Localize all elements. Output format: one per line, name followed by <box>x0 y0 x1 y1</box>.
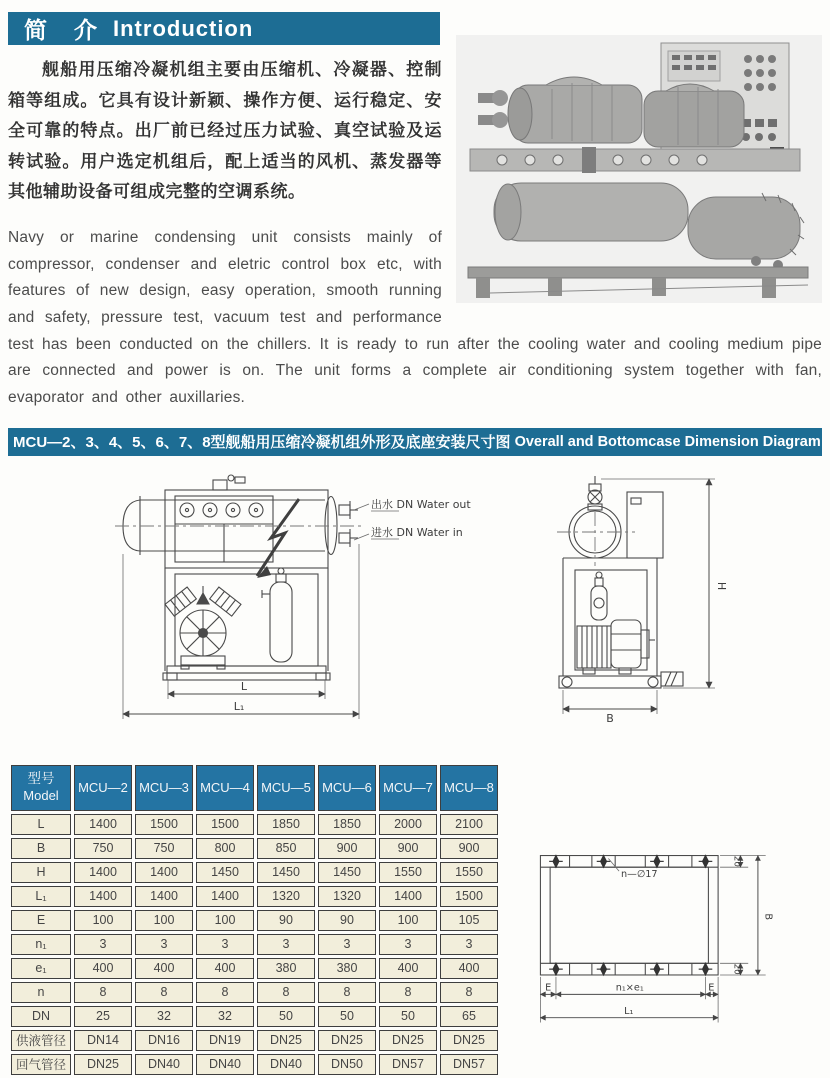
table-row-label: B <box>11 838 71 859</box>
table-cell: DN16 <box>135 1030 193 1051</box>
table-cell: 1550 <box>379 862 437 883</box>
table-cell: 8 <box>74 982 132 1003</box>
water-out-label: 出水 DN Water out <box>371 497 471 511</box>
table-row <box>11 958 498 979</box>
table-cell: DN50 <box>318 1054 376 1075</box>
table-cell: 3 <box>257 934 315 955</box>
table-cell: 8 <box>318 982 376 1003</box>
table-cell: 100 <box>379 910 437 931</box>
table-col-header: MCU—3 <box>135 765 193 811</box>
table-cell: 100 <box>135 910 193 931</box>
side-view-diagram <box>63 466 513 751</box>
table-col-header: MCU—6 <box>318 765 376 811</box>
table-row-label: H <box>11 862 71 883</box>
dim-label-E-right: E <box>708 982 715 994</box>
table-cell: DN25 <box>440 1030 498 1051</box>
table-cell: 8 <box>196 982 254 1003</box>
table-cell: 400 <box>135 958 193 979</box>
dim-label-L1: L₁ <box>233 699 245 713</box>
table-cell: 8 <box>379 982 437 1003</box>
table-cell: 3 <box>74 934 132 955</box>
dimension-title-english: Overall and Bottomcase Dimension Diagram <box>514 433 821 450</box>
table-row-label: n <box>11 982 71 1003</box>
table-cell: 1450 <box>196 862 254 883</box>
product-photo <box>456 35 822 303</box>
intro-paragraph-english: Navy or marine condensing unit consists mainly of compressor, condenser and eletric control box etc, with features of new design, easy operation, smooth running and safety, pressure test, vacuum test and performance test has been conducted on the chillers. It is ready to run after the cooling water and cooling medium pipe are connected and power is on. The unit forms a complete air conditioning system together with fan, evaporator and other auxillaries. <box>8 228 822 406</box>
table-cell: 1400 <box>74 886 132 907</box>
table-cell: 3 <box>196 934 254 955</box>
dimension-diagrams <box>8 466 822 758</box>
table-cell: DN25 <box>74 1054 132 1075</box>
table-cell: 750 <box>135 838 193 859</box>
table-corner-model: 型号 Model <box>11 765 71 811</box>
table-cell: 1400 <box>74 862 132 883</box>
table-cell: 1550 <box>440 862 498 883</box>
dim-label-L1: L₁ <box>624 1005 634 1017</box>
table-cell: 1320 <box>318 886 376 907</box>
table-cell: 1850 <box>257 814 315 835</box>
table-cell: DN40 <box>135 1054 193 1075</box>
table-cell: 400 <box>379 958 437 979</box>
table-row <box>11 886 498 907</box>
table-cell: 3 <box>379 934 437 955</box>
table-cell: DN25 <box>318 1030 376 1051</box>
table-cell: 900 <box>318 838 376 859</box>
table-row-label: 回气管径 <box>11 1054 71 1075</box>
table-cell: DN14 <box>74 1030 132 1051</box>
intro-title-chinese: 简 介 <box>24 17 99 43</box>
table-cell: 900 <box>440 838 498 859</box>
table-cell: DN25 <box>257 1030 315 1051</box>
table-cell: 25 <box>74 1006 132 1027</box>
dim-label-E-left: E <box>545 982 552 994</box>
table-row <box>11 814 498 835</box>
table-cell: 8 <box>257 982 315 1003</box>
table-row-label: DN <box>11 1006 71 1027</box>
table-row-label: 供液管径 <box>11 1030 71 1051</box>
table-cell: 800 <box>196 838 254 859</box>
condensing-unit-photo-drawing <box>456 35 822 303</box>
table-cell: 2100 <box>440 814 498 835</box>
table-row-label: E <box>11 910 71 931</box>
table-col-header: MCU—8 <box>440 765 498 811</box>
dim-label-B-plan: B <box>762 912 774 920</box>
bolt-holes-label: n—∅17 <box>621 868 658 880</box>
table-cell: 3 <box>318 934 376 955</box>
table-cell: 100 <box>74 910 132 931</box>
table-cell: 1450 <box>257 862 315 883</box>
table-cell: 1320 <box>257 886 315 907</box>
dim-label-H: H <box>715 581 728 590</box>
table-row-label: L₁ <box>11 886 71 907</box>
table-col-header: MCU—5 <box>257 765 315 811</box>
table-cell: 32 <box>135 1006 193 1027</box>
table-cell: 1500 <box>440 886 498 907</box>
table-cell: DN40 <box>257 1054 315 1075</box>
intro-paragraph-chinese: 舰船用压缩冷凝机组主要由压缩机、冷凝器、控制箱等组成。它具有设计新颖、操作方便、运行稳定、安全可靠的特点。出厂前已经过压力试验、真空试验及运转试验。用户选定机组后，配上适当的风机、蒸发器等其他辅助设备可组成完整的空调系统。 <box>8 60 442 202</box>
table-cell: 8 <box>135 982 193 1003</box>
table-cell: 32 <box>196 1006 254 1027</box>
table-row <box>11 838 498 859</box>
water-in-label: 进水 DN Water in <box>371 525 463 539</box>
table-row <box>11 910 498 931</box>
dim-label-20-bottom: 20 <box>731 963 742 975</box>
base-dimension-diagram <box>521 838 822 1043</box>
table-cell: 400 <box>74 958 132 979</box>
intro-section <box>8 55 822 412</box>
table-row <box>11 1054 498 1075</box>
table-cell: 90 <box>257 910 315 931</box>
table-cell: 380 <box>257 958 315 979</box>
dimension-title-chinese: MCU—2、3、4、5、6、7、8型舰船用压缩冷凝机组外形及底座安装尺寸图 <box>13 434 511 452</box>
table-cell: DN19 <box>196 1030 254 1051</box>
table-cell: DN57 <box>440 1054 498 1075</box>
table-cell: 8 <box>440 982 498 1003</box>
table-cell: 50 <box>318 1006 376 1027</box>
table-cell: 50 <box>257 1006 315 1027</box>
table-cell: DN40 <box>196 1054 254 1075</box>
table-row <box>11 934 498 955</box>
intro-title-english: Introduction <box>113 15 254 41</box>
table-cell: 400 <box>196 958 254 979</box>
table-row <box>11 1006 498 1027</box>
table-col-header: MCU—2 <box>74 765 132 811</box>
table-cell: 1400 <box>74 814 132 835</box>
table-cell: 1400 <box>135 886 193 907</box>
table-cell: 1850 <box>318 814 376 835</box>
table-cell: 100 <box>196 910 254 931</box>
intro-section-header <box>8 12 440 45</box>
table-row <box>11 862 498 883</box>
table-cell: 380 <box>318 958 376 979</box>
table-col-header: MCU—4 <box>196 765 254 811</box>
table-row <box>11 1030 498 1051</box>
table-cell: 850 <box>257 838 315 859</box>
end-view-diagram <box>539 468 779 748</box>
table-row <box>11 982 498 1003</box>
table-cell: 1450 <box>318 862 376 883</box>
table-cell: 105 <box>440 910 498 931</box>
table-cell: 400 <box>440 958 498 979</box>
table-cell: 1500 <box>135 814 193 835</box>
table-cell: 900 <box>379 838 437 859</box>
table-cell: 90 <box>318 910 376 931</box>
table-cell: 65 <box>440 1006 498 1027</box>
table-cell: 3 <box>440 934 498 955</box>
dim-label-20-top: 20 <box>731 855 742 867</box>
table-cell: 1500 <box>196 814 254 835</box>
table-row-label: L <box>11 814 71 835</box>
table-row-label: e₁ <box>11 958 71 979</box>
bottom-section <box>8 762 822 1078</box>
table-cell: 2000 <box>379 814 437 835</box>
table-cell: 1400 <box>379 886 437 907</box>
dim-label-B: B <box>606 711 614 725</box>
table-cell: 750 <box>74 838 132 859</box>
table-row-label: n₁ <box>11 934 71 955</box>
table-cell: 3 <box>135 934 193 955</box>
dimension-table <box>8 762 501 1078</box>
table-cell: 1400 <box>135 862 193 883</box>
table-cell: 50 <box>379 1006 437 1027</box>
dim-label-L: L <box>240 679 248 693</box>
table-col-header: MCU—7 <box>379 765 437 811</box>
table-cell: DN25 <box>379 1030 437 1051</box>
table-cell: DN57 <box>379 1054 437 1075</box>
dim-label-n1e1: n₁×e₁ <box>615 982 644 994</box>
table-cell: 1400 <box>196 886 254 907</box>
dimension-section-header <box>8 428 822 456</box>
